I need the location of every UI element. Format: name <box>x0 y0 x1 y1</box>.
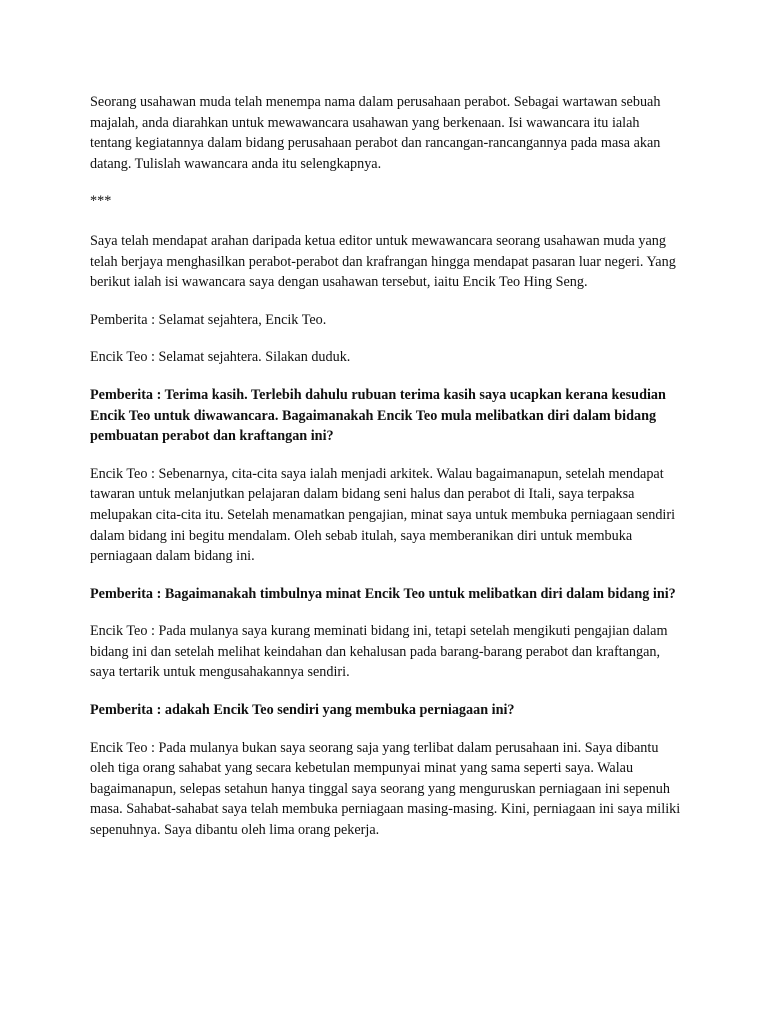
intro-paragraph: Saya telah mendapat arahan daripada ketua editor untuk mewawancara seorang usahawan muda yang telah berjaya menghasilkan perabot-perabot dan krafrangan hingga mendapat pasaran luar negeri. Yang berikut ialah isi wawancara saya dengan usahawan tersebut, iaitu Encik Teo Hing Seng. <box>90 232 676 291</box>
section-separator: *** <box>90 193 112 210</box>
dialogue-reporter-greeting: Pemberita : Selamat sejahtera, Encik Teo. <box>90 311 327 328</box>
dialogue-reporter-question-1: Pemberita : Terima kasih. Terlebih dahulu rubuan terima kasih saya ucapkan kerana kesudian Encik Teo untuk diwawancara. Bagaimanakah Encik Teo mula melibatkan diri dalam bidang pembuatan perabot dan kraftangan ini? <box>90 386 666 445</box>
dialogue-reporter-question-3: Pemberita : adakah Encik Teo sendiri yang membuka perniagaan ini? <box>90 702 515 719</box>
dialogue-teo-greeting: Encik Teo : Selamat sejahtera. Silakan duduk. <box>90 349 351 366</box>
dialogue-teo-answer-2: Encik Teo : Pada mulanya saya kurang meminati bidang ini, tetapi setelah mengikuti pengajian dalam bidang ini dan setelah melihat keindahan dan kehalusan pada barang-barang perabot dan kraftangan, saya tertarik untuk mengusahakannya sendiri. <box>90 623 668 681</box>
dialogue-teo-answer-3: Encik Teo : Pada mulanya bukan saya seorang saja yang terlibat dalam perusahaan ini. Saya dibantu oleh tiga orang sahabat yang secara kebetulan mempunyai minat yang sama seperti saya. Walau bagaimanapun, selepas setahun hanya tinggal saya seorang yang menguruskan perniagaan ini sepenuh masa. Sahabat-sahabat saya telah membuka perniagaan masing-masing. Kini, perniagaan ini saya miliki sepenuhnya. Saya dibantu oleh lima orang pekerja. <box>90 739 681 839</box>
question-prompt-paragraph: Seorang usahawan muda telah menempa nama dalam perusahaan perabot. Sebagai wartawan sebuah majalah, anda diarahkan untuk mewawancara usahawan yang berkenaan. Isi wawancara itu ialah tentang kegiatannya dalam bidang perusahaan perabot dan rancangan-rancangannya pada masa akan datang. Tulislah wawancara anda itu selengkapnya. <box>90 94 661 172</box>
dialogue-reporter-question-2: Pemberita : Bagaimanakah timbulnya minat Encik Teo untuk melibatkan diri dalam bidang ini? <box>90 585 676 602</box>
document-page <box>90 92 684 858</box>
dialogue-teo-answer-1: Encik Teo : Sebenarnya, cita-cita saya ialah menjadi arkitek. Walau bagaimanapun, setelah mendapat tawaran untuk melanjutkan pelajaran dalam bidang seni halus dan perabot di Itali, saya terpaksa melupakan cita-cita itu. Setelah menamatkan pengajian, minat saya untuk membuka perniagaan sendiri dalam bidang ini begitu mendalam. Oleh sebab itulah, saya memberanikan diri untuk membuka perniagaan dalam bidang ini. <box>90 465 676 565</box>
